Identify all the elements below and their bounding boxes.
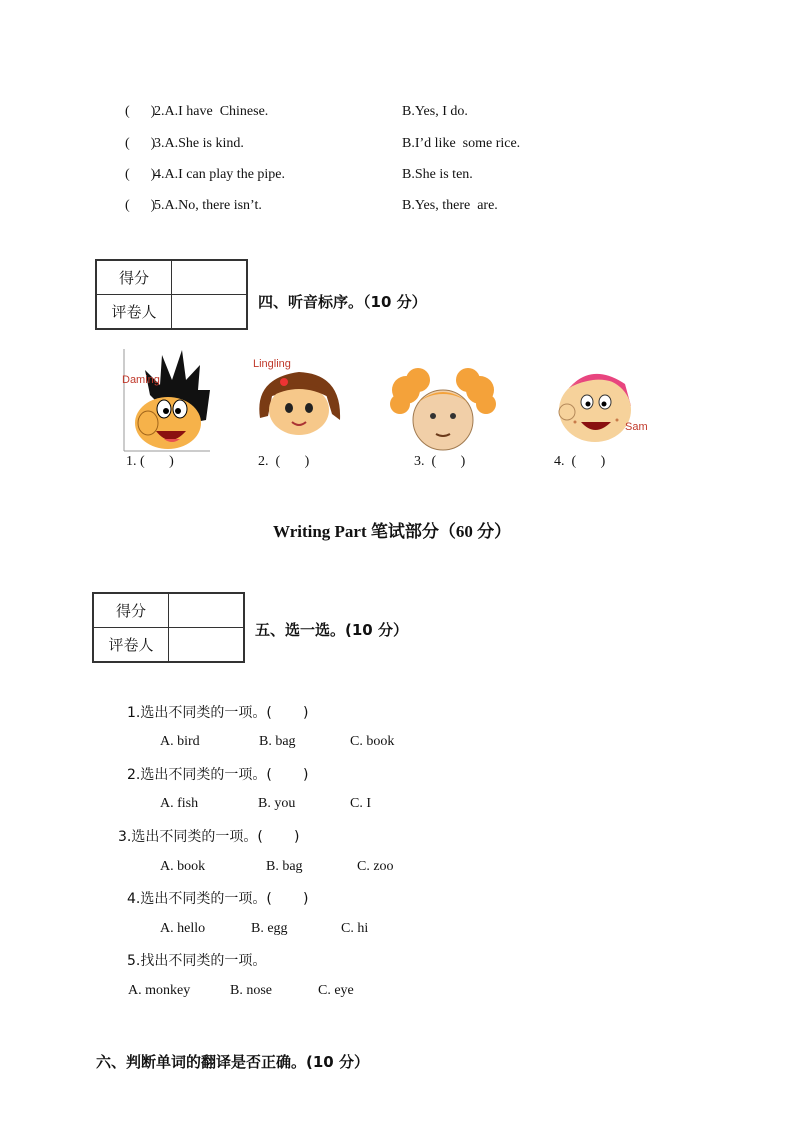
- face-name-label: Daming: [122, 374, 160, 386]
- question-option[interactable]: B. bag: [266, 859, 303, 874]
- score-box: [95, 259, 248, 330]
- face-number-paren[interactable]: 1. ( ): [126, 454, 174, 469]
- face-name-label: Lingling: [253, 358, 291, 370]
- question-option[interactable]: C. zoo: [357, 859, 394, 874]
- score-box: [92, 592, 245, 663]
- question-option[interactable]: A. monkey: [128, 983, 191, 998]
- lingling-face-image: [254, 368, 344, 438]
- face-number-paren[interactable]: 2. ( ): [258, 454, 310, 469]
- question-option[interactable]: B. nose: [230, 983, 272, 998]
- option-a: 3.A.She is kind.: [154, 136, 244, 151]
- score-cell[interactable]: [169, 594, 244, 628]
- option-b: B.She is ten.: [402, 167, 473, 182]
- question-option[interactable]: A. book: [160, 859, 206, 874]
- answer-paren[interactable]: ( ): [125, 167, 156, 182]
- question-text: 4.选出不同类的一项。( ): [127, 891, 309, 907]
- grader-label: 评卷人: [97, 295, 172, 329]
- option-b: B.I’d like some rice.: [402, 136, 521, 151]
- answer-paren[interactable]: ( ): [125, 198, 156, 213]
- question-option[interactable]: C. hi: [341, 921, 369, 936]
- orange-hair-girl-face-image: [388, 368, 498, 453]
- question-option[interactable]: B. you: [258, 796, 296, 811]
- grader-label: 评卷人: [94, 628, 169, 662]
- grader-cell[interactable]: [172, 295, 247, 329]
- question-option[interactable]: B. bag: [259, 734, 296, 749]
- sam-face-image: [547, 366, 642, 446]
- question-text: 1.选出不同类的一项。( ): [127, 705, 309, 721]
- option-b: B.Yes, there are.: [402, 198, 498, 213]
- question-text: 5.找出不同类的一项。: [127, 953, 267, 969]
- option-b: B.Yes, I do.: [402, 104, 468, 119]
- face-number-paren[interactable]: 4. ( ): [554, 454, 606, 469]
- question-option[interactable]: A. hello: [160, 921, 206, 936]
- question-text: 3.选出不同类的一项。( ): [118, 829, 300, 845]
- option-a: 5.A.No, there isn’t.: [154, 198, 262, 213]
- face-name-label: Sam: [625, 421, 648, 433]
- answer-paren[interactable]: ( ): [125, 136, 156, 151]
- option-a: 4.A.I can play the pipe.: [154, 167, 286, 182]
- section-title: 六、判断单词的翻译是否正确。(10 分）: [96, 1053, 369, 1071]
- section-title: 五、选一选。(10 分）: [255, 621, 408, 639]
- answer-paren[interactable]: ( ): [125, 104, 156, 119]
- question-option[interactable]: C. book: [350, 734, 395, 749]
- section-title: 四、听音标序。（10 分）: [258, 293, 427, 311]
- score-cell[interactable]: [172, 261, 247, 295]
- face-number-paren[interactable]: 3. ( ): [414, 454, 466, 469]
- question-option[interactable]: C. I: [350, 796, 371, 811]
- question-text: 2.选出不同类的一项。( ): [127, 767, 309, 783]
- question-option[interactable]: C. eye: [318, 983, 354, 998]
- grader-cell[interactable]: [169, 628, 244, 662]
- score-label: 得分: [97, 261, 172, 295]
- question-option[interactable]: A. fish: [160, 796, 199, 811]
- option-a: 2.A.I have Chinese.: [154, 104, 269, 119]
- question-option[interactable]: B. egg: [251, 921, 288, 936]
- score-label: 得分: [94, 594, 169, 628]
- writing-part-heading: Writing Part 笔试部分（60 分）: [273, 522, 512, 541]
- question-option[interactable]: A. bird: [160, 734, 200, 749]
- daming-face-image: [120, 345, 215, 455]
